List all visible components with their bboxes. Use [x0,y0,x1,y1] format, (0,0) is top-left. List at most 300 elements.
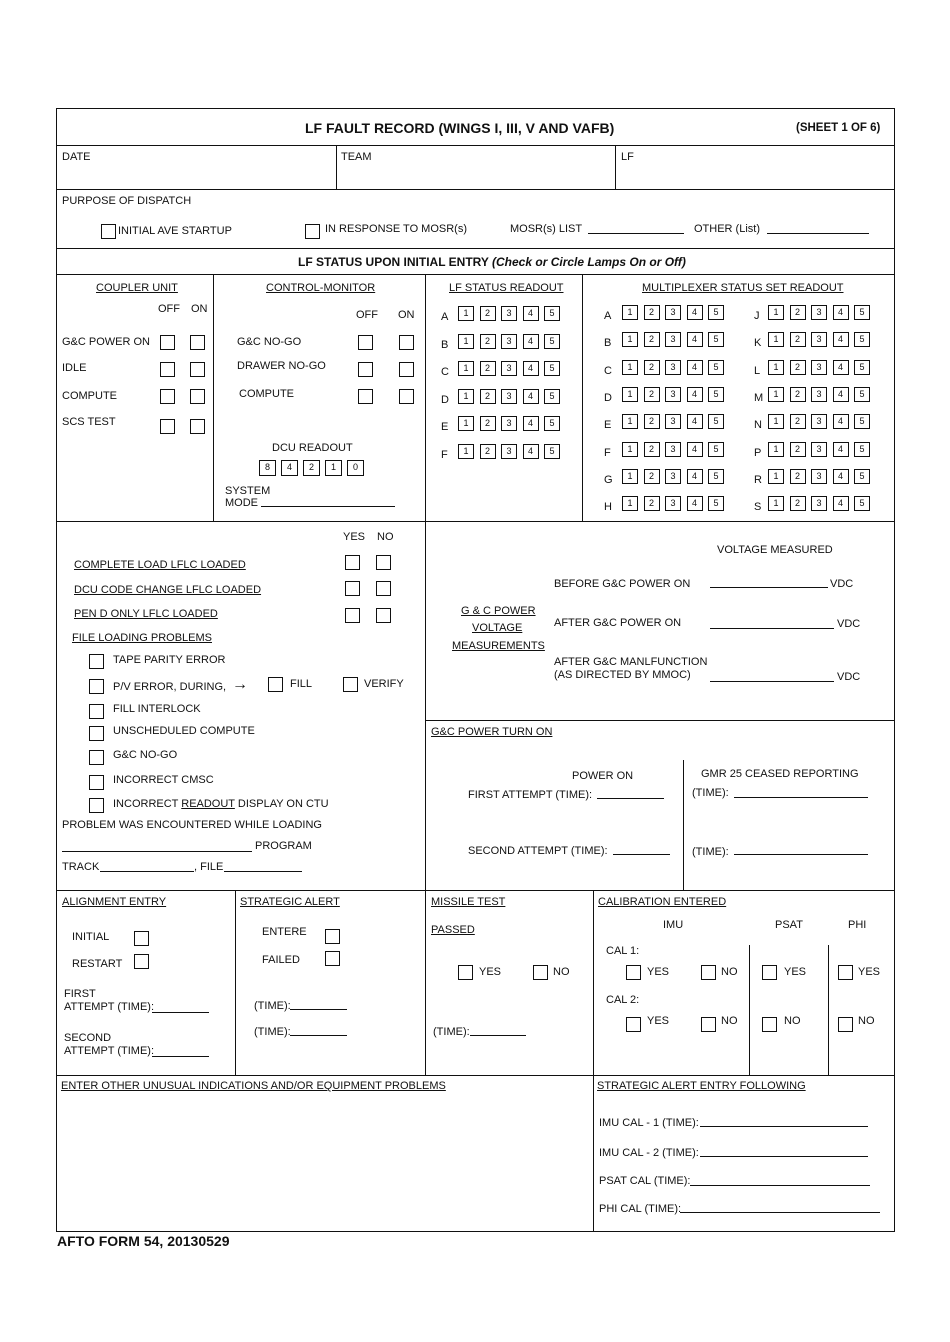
alignment-restart-label: RESTART [72,958,123,970]
mux-right-lamp[interactable]: 4 [833,360,849,375]
dcu-digit-2[interactable]: 2 [303,460,320,476]
cm-drawer-nogo-on[interactable] [399,362,414,377]
alignment-restart-checkbox[interactable] [134,954,149,969]
mux-right-lamp[interactable]: 1 [768,332,784,347]
mode-label: MODE [225,497,258,509]
sa-entered-checkbox[interactable] [325,929,340,944]
alignment-title: ALIGNMENT ENTRY [62,896,167,908]
cm-off-header: OFF [356,309,378,321]
mux-left-lamp[interactable]: 1 [622,332,638,347]
fill-label: FILL [290,678,313,690]
cm-gc-nogo-on[interactable] [399,335,414,350]
pv-error-label: P/V ERROR, DURING, [113,681,227,693]
lf-lamp[interactable]: 1 [458,334,474,349]
lf-row-label: D [441,393,449,406]
lf-row-label: F [441,448,448,461]
divider [749,945,750,1075]
alignment-second-field[interactable] [152,1056,209,1057]
lf-lamp[interactable]: 5 [544,389,560,404]
mux-right-lamp[interactable]: 4 [833,496,849,511]
lf-lamp[interactable]: 3 [501,334,517,349]
divider [593,890,594,1232]
pen-d-yes[interactable] [345,608,360,623]
lf-lamp[interactable]: 5 [544,416,560,431]
phi-cal-time-field[interactable] [680,1212,880,1213]
control-monitor-title: CONTROL-MONITOR [266,282,376,294]
mux-left-lamp[interactable]: 3 [665,469,681,484]
second-attempt-field[interactable] [613,854,670,855]
alignment-second-line2: ATTEMPT (TIME): [64,1045,155,1057]
unscheduled-label: UNSCHEDULED COMPUTE [113,725,255,737]
mux-left-lamp[interactable]: 1 [622,305,638,320]
lf-lamp[interactable]: 2 [480,389,496,404]
cm-item-gc-nogo: G&C NO-GO [237,336,302,348]
imu-cal1-time-field[interactable] [700,1126,868,1127]
coupler-on-header: ON [191,303,208,315]
pen-d-no[interactable] [376,608,391,623]
lf-lamp[interactable]: 1 [458,416,474,431]
imu-cal1-no-checkbox[interactable] [701,965,716,980]
mux-left-lamp[interactable]: 1 [622,496,638,511]
imu-cal1-yes-checkbox[interactable] [626,965,641,980]
dcu-code-yes[interactable] [345,581,360,596]
divider [235,890,236,1075]
phi-cal2-no-label: NO [858,1015,875,1027]
other-problems-area[interactable] [60,1096,590,1228]
unscheduled-checkbox[interactable] [89,726,104,741]
lf-lamp[interactable]: 1 [458,444,474,459]
incorrect-cmsc-checkbox[interactable] [89,775,104,790]
problem-loading-label: PROBLEM WAS ENCOUNTERED WHILE LOADING [62,819,322,831]
mux-left-lamp[interactable]: 2 [644,305,660,320]
pen-d-label: PEN D ONLY LFLC LOADED [74,608,218,620]
divider [56,189,895,190]
coupler-scs-on[interactable] [190,419,205,434]
mux-right-lamp[interactable]: 2 [790,360,806,375]
dcu-digit-8[interactable]: 8 [259,460,276,476]
mux-right-row-label: R [754,473,762,486]
other-list-label: OTHER (List) [694,223,760,235]
lf-lamp[interactable]: 4 [523,361,539,376]
sa-failed-checkbox[interactable] [325,951,340,966]
coupler-scs-off[interactable] [160,419,175,434]
divider [426,720,895,721]
mux-right-lamp[interactable]: 5 [854,442,870,457]
lf-lamp[interactable]: 2 [480,334,496,349]
mux-right-lamp[interactable]: 4 [833,387,849,402]
mux-right-lamp[interactable]: 1 [768,469,784,484]
lf-row-label: B [441,338,449,351]
lf-field[interactable] [620,164,890,186]
passed-yes-checkbox[interactable] [458,965,473,980]
imu-cal2-yes-checkbox[interactable] [626,1017,641,1032]
mux-left-lamp[interactable]: 3 [665,414,681,429]
psat-cal2-no-checkbox[interactable] [762,1017,777,1032]
loading-yes-header: YES [343,531,366,543]
missile-time-field[interactable] [470,1035,526,1036]
cm-compute-on[interactable] [399,389,414,404]
after-gc-field[interactable] [710,628,834,629]
gc-power-line1: G & C POWER [461,605,536,617]
voltage-measured-label: VOLTAGE MEASURED [717,544,833,556]
track-field[interactable] [100,871,194,872]
coupler-item-gc-power: G&C POWER ON [62,336,151,348]
sa-time1-label: (TIME): [254,1000,291,1012]
gmr-time2-field[interactable] [734,854,868,855]
before-gc-label: BEFORE G&C POWER ON [554,578,691,590]
cm-compute-off[interactable] [358,389,373,404]
mux-left-row-label: B [604,337,612,350]
phi-cal-time-label: PHI CAL (TIME): [599,1203,682,1215]
alignment-second-line1: SECOND [64,1032,112,1044]
lf-lamp[interactable]: 1 [458,389,474,404]
divider [56,1075,895,1076]
divider [683,760,684,890]
mux-left-lamp[interactable]: 3 [665,442,681,457]
passed-no-checkbox[interactable] [533,965,548,980]
mux-left-lamp[interactable]: 4 [687,442,703,457]
mux-right-lamp[interactable]: 3 [811,496,827,511]
imu-cal1-yes-label: YES [647,966,670,978]
second-attempt-label: SECOND ATTEMPT (TIME): [468,845,608,857]
imu-cal1-no-label: NO [721,966,738,978]
missile-time-label: (TIME): [433,1026,470,1038]
lf-lamp[interactable]: 2 [480,416,496,431]
file-field[interactable] [224,871,302,872]
lf-lamp[interactable]: 3 [501,306,517,321]
status-header-note: (Check or Circle Lamps On or Off) [492,255,686,269]
alignment-initial-checkbox[interactable] [134,931,149,946]
pv-error-checkbox[interactable] [89,679,104,694]
mux-left-lamp[interactable]: 1 [622,469,638,484]
gmr-time1-field[interactable] [734,797,868,798]
mux-right-lamp[interactable]: 4 [833,305,849,320]
mux-right-lamp[interactable]: 2 [790,305,806,320]
gmr-time1-label: (TIME): [692,787,729,799]
alignment-first-line1: FIRST [64,988,96,1000]
after-malf-vdc: VDC [837,671,861,683]
incorrect-readout-checkbox[interactable] [89,798,104,813]
before-vdc: VDC [830,578,854,590]
mux-right-lamp[interactable]: 5 [854,387,870,402]
divider [615,145,616,189]
mux-left-lamp[interactable]: 2 [644,469,660,484]
lf-label: LF [621,151,634,163]
imu-header: IMU [663,919,684,931]
after-vdc: VDC [837,618,861,630]
lf-lamp[interactable]: 5 [544,334,560,349]
strategic-alert-title: STRATEGIC ALERT [240,896,340,908]
dcu-digit-4[interactable]: 4 [281,460,298,476]
lf-lamp[interactable]: 3 [501,389,517,404]
alignment-first-line2: ATTEMPT (TIME): [64,1001,155,1013]
other-list-field[interactable] [767,233,869,234]
multiplexer-title: MULTIPLEXER STATUS SET READOUT [642,282,844,294]
coupler-compute-off[interactable] [160,389,175,404]
cm-item-compute: COMPUTE [239,388,294,400]
mux-right-lamp[interactable]: 2 [790,496,806,511]
calibration-title: CALIBRATION ENTERED [598,896,727,908]
lf-lamp[interactable]: 2 [480,444,496,459]
lf-lamp[interactable]: 2 [480,306,496,321]
mux-right-lamp[interactable]: 2 [790,442,806,457]
lf-lamp[interactable]: 3 [501,444,517,459]
status-header-main: LF STATUS UPON INITIAL ENTRY [298,255,489,269]
mosr-list-field[interactable] [588,233,684,234]
fill-interlock-label: FILL INTERLOCK [113,703,201,715]
mux-left-lamp[interactable]: 5 [708,360,724,375]
verify-checkbox[interactable] [343,677,358,692]
mux-left-row-label: C [604,364,612,377]
divider [56,521,895,522]
coupler-item-compute: COMPUTE [62,390,117,402]
mux-right-lamp[interactable]: 2 [790,469,806,484]
team-field[interactable] [340,164,610,186]
mux-right-row-label: L [754,364,761,377]
cm-on-header: ON [398,309,415,321]
mux-left-lamp[interactable]: 5 [708,305,724,320]
mux-right-lamp[interactable]: 5 [854,469,870,484]
first-attempt-label: FIRST ATTEMPT (TIME): [468,789,593,801]
mux-left-lamp[interactable]: 2 [644,414,660,429]
sa-time1-field[interactable] [290,1009,347,1010]
fill-interlock-checkbox[interactable] [89,704,104,719]
divider [56,145,895,146]
coupler-title: COUPLER UNIT [96,282,178,294]
phi-cal1-yes-label: YES [858,966,881,978]
lf-lamp[interactable]: 3 [501,361,517,376]
program-field[interactable] [62,851,252,852]
divider [425,274,426,1075]
system-label: SYSTEM [225,485,271,497]
lf-lamp[interactable]: 1 [458,306,474,321]
mosr-response-label: IN RESPONSE TO MOSR(s) [325,223,468,235]
mux-left-lamp[interactable]: 3 [665,360,681,375]
program-label: PROGRAM [255,840,312,852]
mux-left-lamp[interactable]: 1 [622,442,638,457]
lf-lamp[interactable]: 4 [523,444,539,459]
coupler-gc-power-on[interactable] [190,335,205,350]
dcu-digit-0[interactable]: 0 [347,460,364,476]
mux-right-lamp[interactable]: 2 [790,414,806,429]
mux-right-lamp[interactable]: 5 [854,360,870,375]
mux-left-lamp[interactable]: 4 [687,496,703,511]
mux-left-lamp[interactable]: 4 [687,387,703,402]
mux-right-lamp[interactable]: 1 [768,305,784,320]
mux-right-lamp[interactable]: 1 [768,442,784,457]
mux-right-lamp[interactable]: 3 [811,360,827,375]
lf-row-label: E [441,421,449,433]
phi-header: PHI [848,919,867,931]
mosr-response-checkbox[interactable] [305,224,320,239]
mux-right-lamp[interactable]: 3 [811,387,827,402]
mux-right-lamp[interactable]: 3 [811,414,827,429]
mux-right-lamp[interactable]: 5 [854,496,870,511]
initial-ave-checkbox[interactable] [101,224,116,239]
mux-left-lamp[interactable]: 5 [708,496,724,511]
mux-left-row-label: E [604,419,612,432]
psat-cal1-yes-label: YES [784,966,807,978]
date-label: DATE [62,151,91,163]
dcu-code-no[interactable] [376,581,391,596]
complete-load-no[interactable] [376,555,391,570]
coupler-item-idle: IDLE [62,362,87,374]
coupler-item-scs-test: SCS TEST [62,416,116,428]
lf-lamp[interactable]: 4 [523,334,539,349]
fill-checkbox[interactable] [268,677,283,692]
divider [582,274,583,521]
gc-nogo-checkbox[interactable] [89,750,104,765]
before-gc-field[interactable] [710,587,828,588]
divider [828,945,829,1075]
mux-left-lamp[interactable]: 4 [687,332,703,347]
phi-cal1-yes-checkbox[interactable] [838,965,853,980]
mux-left-lamp[interactable]: 5 [708,332,724,347]
divider [56,274,895,275]
missile-test-title: MISSILE TEST [431,896,506,908]
dcu-digit-1[interactable]: 1 [325,460,342,476]
divider [213,274,214,521]
incorrect-readout-label [113,798,329,810]
form-number: AFTO FORM 54, 20130529 [57,1233,230,1249]
mux-right-lamp[interactable]: 3 [811,469,827,484]
file-problems-label: FILE LOADING PROBLEMS [72,632,212,644]
mux-left-row-label: A [604,310,612,322]
mux-right-lamp[interactable]: 1 [768,387,784,402]
mux-left-lamp[interactable]: 2 [644,332,660,347]
mux-right-lamp[interactable]: 2 [790,332,806,347]
form-title: LF FAULT RECORD (WINGS I, III, V AND VAFB) [305,120,615,136]
complete-load-yes[interactable] [345,555,360,570]
mux-left-lamp[interactable]: 2 [644,442,660,457]
mux-right-lamp[interactable]: 1 [768,360,784,375]
mux-right-lamp[interactable]: 5 [854,414,870,429]
file-label: , FILE [194,861,224,873]
tape-parity-label: TAPE PARITY ERROR [113,654,226,666]
mux-left-lamp[interactable]: 1 [622,387,638,402]
mux-left-lamp[interactable]: 4 [687,360,703,375]
mux-right-row-label: J [754,310,760,322]
mux-right-lamp[interactable]: 4 [833,442,849,457]
mux-left-lamp[interactable]: 4 [687,414,703,429]
mux-left-lamp[interactable]: 2 [644,360,660,375]
imu-cal1-time-label: IMU CAL - 1 (TIME): [599,1117,699,1129]
lf-lamp[interactable]: 1 [458,361,474,376]
sa-time2-field[interactable] [290,1035,347,1036]
mux-right-row-label: K [754,337,762,350]
readout-word: READOUT [181,798,235,810]
mux-right-lamp[interactable]: 1 [768,496,784,511]
dcu-code-label: DCU CODE CHANGE LFLC LOADED [74,584,262,596]
psat-cal-time-field[interactable] [690,1185,870,1186]
other-problems-title: ENTER OTHER UNUSUAL INDICATIONS AND/OR EQUIPMENT PROBLEMS [61,1080,446,1092]
mux-right-lamp[interactable]: 5 [854,332,870,347]
lf-lamp[interactable]: 2 [480,361,496,376]
date-field[interactable] [60,164,332,186]
cm-item-drawer-nogo: DRAWER NO-GO [237,360,326,372]
mux-right-lamp[interactable]: 3 [811,305,827,320]
coupler-gc-power-off[interactable] [160,335,175,350]
mux-left-lamp[interactable]: 1 [622,360,638,375]
cm-drawer-nogo-off[interactable] [358,362,373,377]
imu-cal2-yes-label: YES [647,1015,670,1027]
mux-left-lamp[interactable]: 3 [665,305,681,320]
cm-gc-nogo-off[interactable] [358,335,373,350]
lf-lamp[interactable]: 4 [523,306,539,321]
mux-left-lamp[interactable]: 5 [708,414,724,429]
mux-right-row-label: P [754,446,762,459]
mux-right-lamp[interactable]: 5 [854,305,870,320]
complete-load-label: COMPLETE LOAD LFLC LOADED [74,559,246,571]
gc-nogo-label: G&C NO-GO [113,749,178,761]
mux-right-lamp[interactable]: 1 [768,414,784,429]
mux-left-lamp[interactable]: 4 [687,305,703,320]
mux-left-lamp[interactable]: 1 [622,414,638,429]
sa-following-title: STRATEGIC ALERT ENTRY FOLLOWING [597,1080,806,1092]
alignment-initial-label: INITIAL [72,931,110,943]
lf-lamp[interactable]: 4 [523,416,539,431]
mux-right-lamp[interactable]: 4 [833,414,849,429]
after-malf-field[interactable] [710,681,834,682]
sheet-number: (SHEET 1 OF 6) [796,122,881,134]
power-turn-on-title: G&C POWER TURN ON [431,726,553,738]
mux-right-lamp[interactable]: 3 [811,332,827,347]
coupler-compute-on[interactable] [190,389,205,404]
coupler-idle-off[interactable] [160,362,175,377]
mux-right-lamp[interactable]: 4 [833,469,849,484]
psat-cal1-yes-checkbox[interactable] [762,965,777,980]
mux-left-lamp[interactable]: 3 [665,332,681,347]
mux-left-lamp[interactable]: 5 [708,442,724,457]
imu-cal2-time-field[interactable] [700,1156,868,1157]
initial-ave-label: INITIAL AVE STARTUP [118,225,232,237]
psat-cal2-no-label: NO [784,1015,801,1027]
mux-left-lamp[interactable]: 4 [687,469,703,484]
imu-cal2-no-checkbox[interactable] [701,1017,716,1032]
mux-right-row-label: M [754,391,764,404]
mux-left-lamp[interactable]: 5 [708,387,724,402]
lf-lamp[interactable]: 3 [501,416,517,431]
mux-left-lamp[interactable]: 3 [665,496,681,511]
sa-failed-label: FAILED [262,954,300,966]
mux-right-lamp[interactable]: 3 [811,442,827,457]
mux-left-lamp[interactable]: 2 [644,387,660,402]
alignment-first-field[interactable] [152,1012,209,1013]
lf-status-title: LF STATUS READOUT [449,282,564,294]
mux-left-lamp[interactable]: 3 [665,387,681,402]
first-attempt-field[interactable] [597,798,664,799]
system-mode-field[interactable] [261,506,395,507]
lf-row-label: A [441,311,449,323]
lf-lamp[interactable]: 5 [544,306,560,321]
phi-cal2-no-checkbox[interactable] [838,1017,853,1032]
after-malf-line2: (AS DIRECTED BY MMOC) [554,669,691,681]
after-gc-label: AFTER G&C POWER ON [554,617,682,629]
verify-label: VERIFY [364,678,404,690]
tape-parity-checkbox[interactable] [89,654,104,669]
mux-left-lamp[interactable]: 2 [644,496,660,511]
mux-right-lamp[interactable]: 4 [833,332,849,347]
lf-lamp[interactable]: 5 [544,361,560,376]
lf-lamp[interactable]: 4 [523,389,539,404]
cal1-label: CAL 1: [606,945,640,957]
lf-row-label: C [441,366,449,378]
after-malf-line1: AFTER G&C MANLFUNCTION [554,656,708,668]
lf-lamp[interactable]: 5 [544,444,560,459]
mux-right-lamp[interactable]: 2 [790,387,806,402]
mux-left-lamp[interactable]: 5 [708,469,724,484]
coupler-idle-on[interactable] [190,362,205,377]
